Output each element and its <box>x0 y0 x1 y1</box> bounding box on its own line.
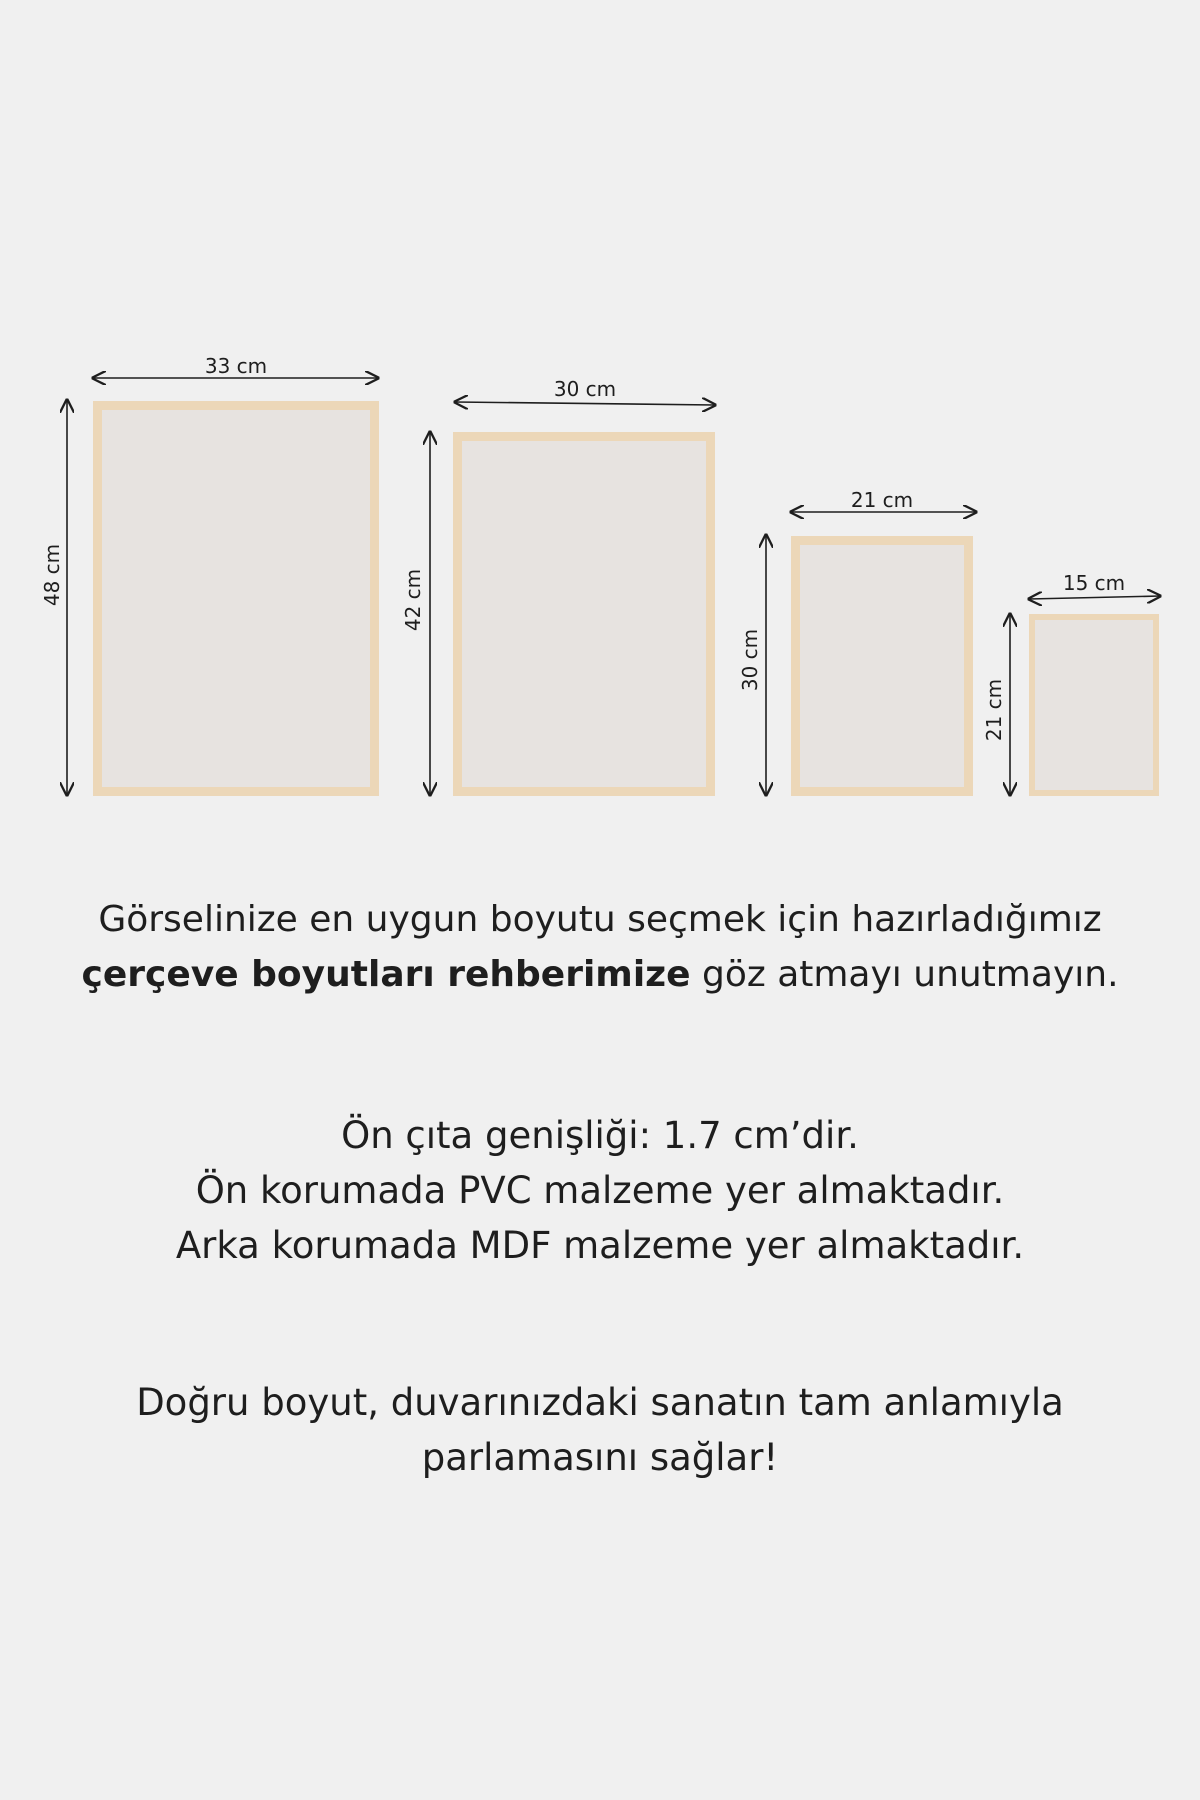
spec-back-protection: Arka korumada MDF malzeme yer almaktadır. <box>175 1224 1025 1267</box>
frame-small-width-arrow <box>1029 596 1160 599</box>
frame-medium-height-label: 30 cm <box>738 628 762 692</box>
frame-size-diagram <box>0 0 1200 820</box>
spec-front-protection: Ön korumada PVC malzeme yer almaktadır. <box>195 1169 1005 1212</box>
guide-emphasis: çerçeve boyutları rehberimize <box>81 954 691 995</box>
frame-medium <box>791 536 973 796</box>
frame-small-height-label: 21 cm <box>982 678 1006 742</box>
frame-medium-large <box>453 432 715 796</box>
closing-line-2: parlamasını sağlar! <box>421 1436 779 1479</box>
guide-line-2 <box>0 947 1200 1002</box>
frame-medium-large-height-label: 42 cm <box>401 568 425 632</box>
closing-line-1: Doğru boyut, duvarınızdaki sanatın tam anlamıyla <box>136 1381 1064 1424</box>
size-guide-text <box>0 892 1200 1002</box>
closing-text <box>0 1375 1200 1485</box>
frame-small <box>1029 614 1159 796</box>
frame-specs-text <box>0 1108 1200 1273</box>
guide-line-2-rest: göz atmayı unutmayın. <box>690 954 1119 995</box>
frame-large-height-label: 48 cm <box>40 543 64 607</box>
frame-small-width-label: 15 cm <box>1062 571 1126 595</box>
frame-medium-width-label: 21 cm <box>850 488 914 512</box>
frame-medium-large-width-label: 30 cm <box>553 377 617 401</box>
frame-medium-large-width-arrow <box>455 402 715 405</box>
guide-line-1: Görselinize en uygun boyutu seçmek için hazırladığımız <box>98 899 1102 940</box>
spec-strip-width: Ön çıta genişliği: 1.7 cm’dir. <box>341 1114 859 1157</box>
frame-large-width-label: 33 cm <box>204 354 268 378</box>
frame-large <box>93 401 379 796</box>
